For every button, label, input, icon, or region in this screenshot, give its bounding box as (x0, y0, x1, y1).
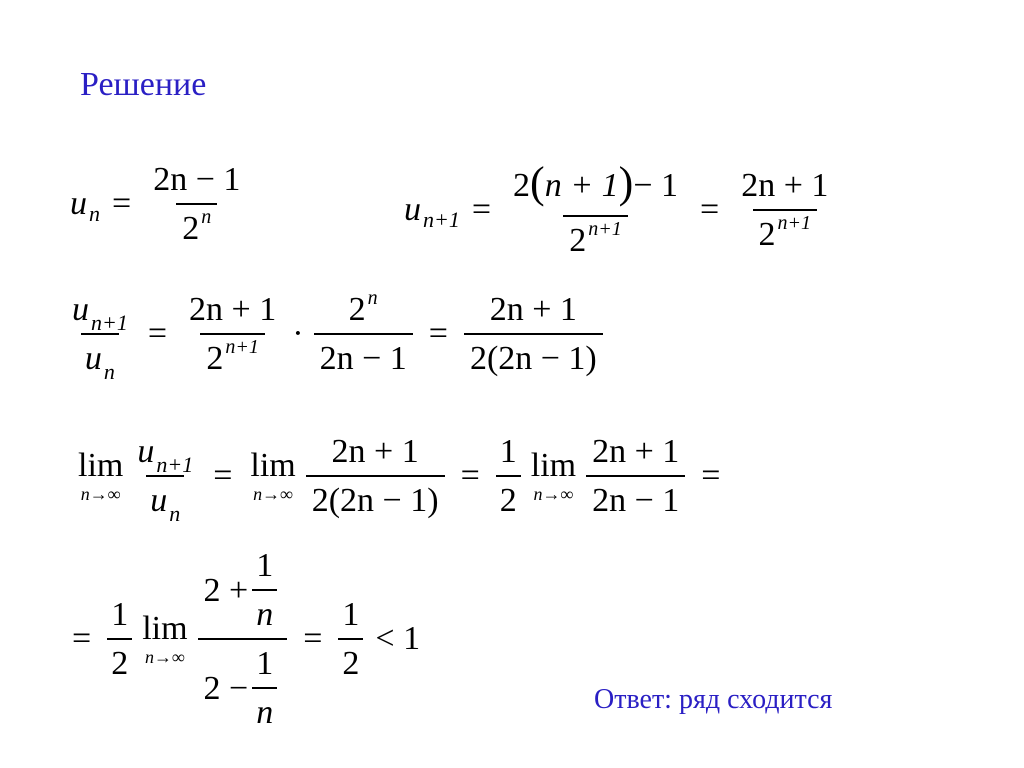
equals-sign: = (72, 620, 92, 658)
superscript: n+1 (225, 336, 259, 359)
subscript: n (89, 201, 100, 227)
equals-sign: = (700, 190, 720, 228)
subscript: n+1 (156, 452, 194, 477)
limit-operator (250, 449, 295, 503)
equals-sign: = (213, 457, 233, 495)
denominator: 2 (107, 638, 132, 683)
base: 2 (348, 291, 366, 328)
numerator: 2n + 1 (741, 166, 829, 204)
tail: − 1 (633, 166, 678, 204)
numerator: 1 (111, 596, 129, 634)
equals-sign: = (112, 185, 132, 223)
denominator: n (252, 589, 277, 634)
result-fraction (338, 595, 363, 683)
equals-sign: = (428, 315, 448, 353)
inner-fraction (252, 644, 277, 732)
denominator (81, 333, 119, 385)
slide-title: Решение (80, 66, 207, 103)
superscript: n+1 (588, 217, 622, 240)
lim-word: lim (530, 447, 577, 485)
base: 2 (569, 221, 587, 259)
bottom-term: 2 − (203, 669, 249, 707)
fraction (147, 160, 246, 248)
inner-expr: n + 1 (544, 166, 619, 204)
numerator (198, 546, 288, 638)
denominator: 2(2n − 1) (306, 475, 445, 520)
numerator: 2n − 1 (153, 161, 241, 198)
u-symbol: u (84, 340, 102, 378)
numerator: 1 (499, 433, 517, 470)
half-fraction (107, 595, 132, 683)
denominator: 2n − 1 (314, 333, 413, 378)
lim-word: lim (250, 447, 296, 485)
lim-under: n→∞ (253, 484, 293, 505)
numerator: 2n + 1 (592, 433, 680, 470)
denominator: n (252, 687, 277, 732)
subscript: n+1 (423, 206, 460, 232)
inner-fraction (252, 546, 277, 634)
multiply-dot: · (292, 315, 304, 353)
denominator: 2n − 1 (586, 475, 685, 520)
fraction (586, 432, 685, 520)
subscript: n (169, 501, 181, 527)
numerator: 1 (256, 547, 274, 584)
u-symbol: u (404, 190, 421, 228)
lim-word: lim (78, 447, 124, 485)
ratio-fraction (133, 432, 197, 527)
fraction (306, 432, 445, 520)
numerator: 2n + 1 (189, 291, 277, 328)
ratio-fraction (68, 290, 132, 385)
formula-limit (72, 432, 732, 527)
lim-under: n→∞ (80, 484, 121, 505)
equals-sign: = (460, 457, 480, 495)
u-symbol: u (72, 291, 89, 328)
base: 2 (206, 340, 224, 378)
lim-word: lim (142, 610, 188, 648)
numerator (507, 160, 684, 215)
denominator (563, 215, 628, 260)
u-symbol: u (150, 482, 168, 520)
formula-un (70, 160, 250, 248)
answer-text: Ответ: ряд сходится (594, 684, 833, 715)
less-than-one: < 1 (375, 620, 421, 658)
base: 2 (758, 215, 776, 253)
limit-operator (142, 612, 187, 666)
subscript: n+1 (91, 310, 128, 335)
limit-operator (531, 449, 576, 503)
half-fraction (496, 432, 521, 520)
equals-sign: = (147, 315, 168, 353)
denominator: 2 (338, 638, 363, 683)
numerator (133, 432, 197, 475)
u-symbol: u (70, 185, 87, 223)
formula-un-plus-1 (404, 160, 838, 260)
base: 2 (182, 210, 200, 248)
equals-sign: = (303, 620, 323, 658)
fraction (507, 160, 684, 260)
superscript: n+1 (777, 211, 812, 234)
formula-ratio (64, 287, 607, 385)
denominator (146, 475, 184, 527)
u-symbol: u (137, 433, 155, 470)
fraction (314, 287, 413, 378)
lim-under: n→∞ (144, 647, 185, 668)
subscript: n (103, 359, 115, 385)
paren-close: ) (618, 158, 634, 207)
numerator: 2n + 1 (331, 433, 419, 470)
denominator (200, 333, 265, 378)
superscript: n (201, 206, 212, 229)
denominator: 2 (496, 475, 521, 520)
numerator: 2n + 1 (489, 291, 577, 328)
fraction (735, 166, 834, 254)
numerator: 1 (256, 645, 274, 683)
formula-final (72, 546, 432, 732)
numerator (343, 287, 384, 333)
numerator (68, 290, 132, 333)
denominator (753, 209, 818, 254)
denominator (176, 203, 217, 248)
fraction (464, 290, 603, 378)
equals-sign: = (471, 190, 492, 228)
compound-fraction (198, 546, 288, 732)
denominator (198, 638, 288, 732)
fraction (183, 290, 282, 378)
denominator: 2(2n − 1) (464, 333, 603, 378)
numerator: 1 (342, 596, 360, 634)
coef: 2 (513, 166, 531, 204)
paren-open: ( (530, 158, 545, 207)
top-term: 2 + (203, 571, 249, 609)
equals-sign: = (701, 457, 721, 495)
lim-under: n→∞ (533, 484, 574, 505)
limit-operator (78, 449, 123, 503)
superscript: n (367, 287, 378, 309)
